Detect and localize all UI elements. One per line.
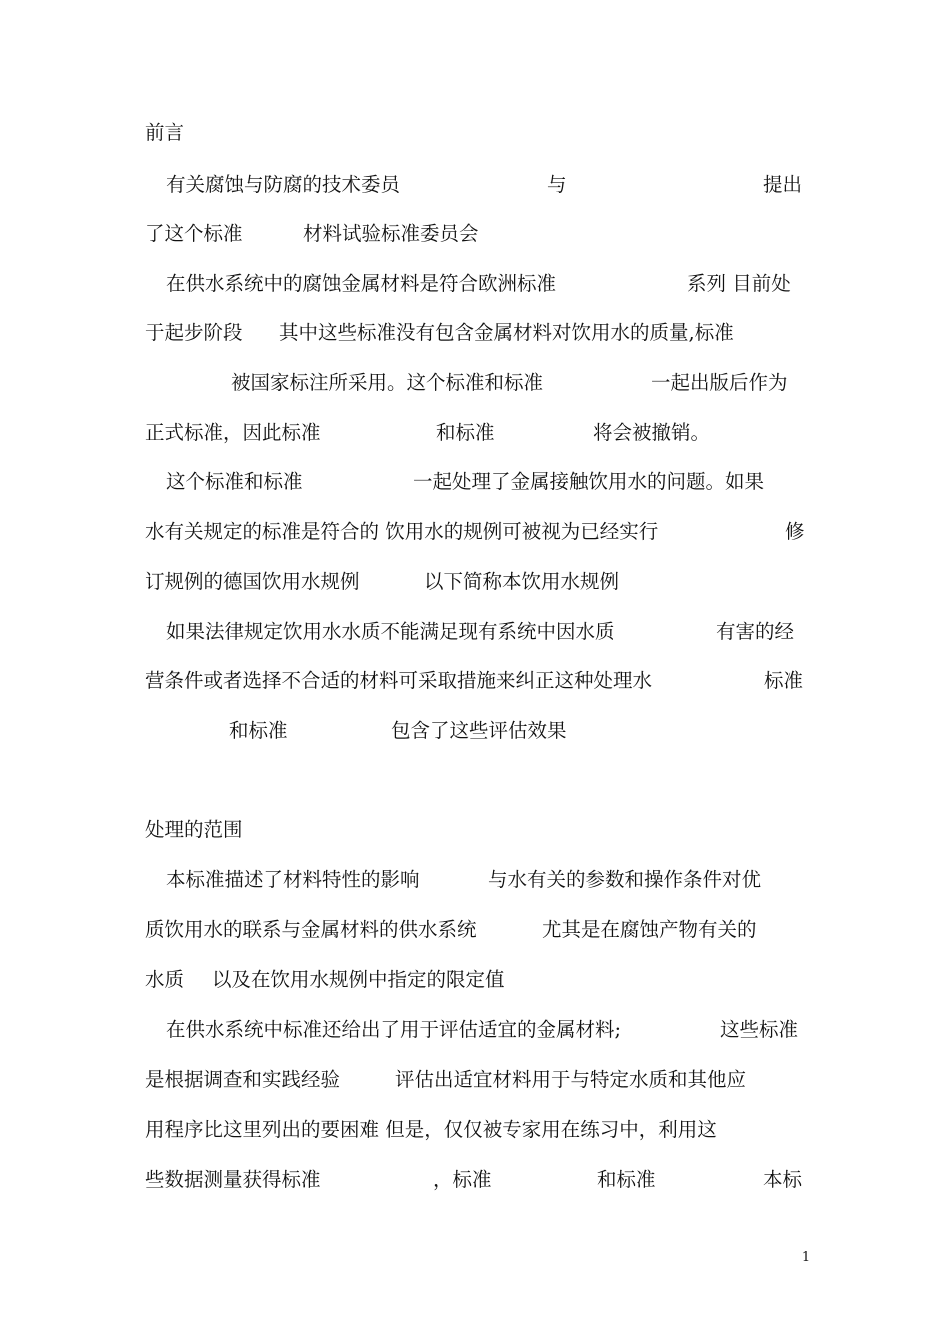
scope-p2-line4 (145, 1165, 810, 1195)
text-segment: 正式标准，因此标准 (145, 421, 321, 444)
text-segment: 水有关规定的标准是符合的 饮用水的规例可被视为已经实行 (145, 520, 659, 543)
text-segment: 本标准描述了材料特性的影响 (166, 868, 420, 891)
text-segment: 在供水系统中标准还给出了用于评估适宜的金属材料; (166, 1018, 622, 1041)
text-segment: 一起出版后作为 (651, 371, 788, 394)
preface-p4-line2 (145, 666, 810, 696)
text-segment: 这些标准 (720, 1018, 799, 1041)
text-segment: ，标准 (433, 1168, 492, 1191)
text-segment: 一起处理了金属接触饮用水的问题。如果 (413, 470, 765, 493)
text-segment: 有关腐蚀与防腐的技术委员 (166, 173, 401, 196)
scope-p1-line3 (145, 965, 810, 995)
text-segment: 包含了这些评估效果 (391, 719, 567, 742)
text-segment: 有害的经 (716, 620, 795, 643)
text-segment: 水质 (145, 968, 185, 991)
text-segment: 提出 (763, 173, 803, 196)
preface-p1-line1 (145, 170, 810, 200)
preface-heading (145, 118, 810, 148)
text-segment: 和标准 (229, 719, 288, 742)
preface-p3-line3 (145, 567, 810, 597)
text-segment: 这个标准和标准 (166, 470, 303, 493)
text-segment: 用程序比这里列出的要困难 但是，仅仅被专家用在练习中，利用这 (145, 1118, 717, 1141)
text-segment: 以及在饮用水规例中指定的限定值 (212, 968, 505, 991)
text-segment: 于起步阶段 (145, 321, 243, 344)
text-segment: 被国家标注所采用。这个标准和标准 (231, 371, 544, 394)
preface-p2-line2 (145, 318, 810, 348)
text-segment: 本标 (763, 1168, 803, 1191)
text-segment: 将会被撤销。 (593, 421, 711, 444)
scope-heading-text: 处理的范围 (145, 818, 243, 841)
page-number: 1 (801, 1250, 811, 1265)
preface-p4-line1 (145, 617, 810, 647)
scope-heading (145, 815, 810, 845)
text-segment: 材料试验标准委员会 (303, 222, 479, 245)
scope-p1-line1 (145, 865, 810, 895)
preface-p3-line1 (145, 467, 810, 497)
preface-p2-line3 (145, 368, 810, 398)
preface-p1-line2 (145, 219, 810, 249)
text-segment: 营条件或者选择不合适的材料可采取措施来纠正这种处理水 (145, 669, 653, 692)
text-segment: 与 (547, 173, 567, 196)
text-segment: 修 (785, 520, 805, 543)
text-segment: 与水有关的参数和操作条件对优 (488, 868, 762, 891)
preface-heading-text: 前言 (145, 121, 185, 144)
text-segment: 其中这些标准没有包含金属材料对饮用水的质量,标准 (279, 321, 734, 344)
text-segment: 质饮用水的联系与金属材料的供水系统 (145, 918, 477, 941)
preface-p2-line1 (145, 269, 810, 299)
text-segment: 系列 目前处 (687, 272, 791, 295)
text-segment: 些数据测量获得标准 (145, 1168, 321, 1191)
text-segment: 如果法律规定饮用水水质不能满足现有系统中因水质 (166, 620, 615, 643)
text-segment: 和标准 (436, 421, 495, 444)
preface-p2-line4 (145, 418, 810, 448)
text-segment: 尤其是在腐蚀产物有关的 (542, 918, 757, 941)
text-segment: 是根据调查和实践经验 (145, 1068, 341, 1091)
text-segment: 和标准 (597, 1168, 656, 1191)
scope-p2-line3 (145, 1115, 810, 1145)
text-segment: 了这个标准 (145, 222, 243, 245)
preface-p4-line3 (145, 716, 810, 746)
scope-p2-line2 (145, 1065, 810, 1095)
preface-p3-line2 (145, 517, 810, 547)
text-segment: 订规例的德国饮用水规例 (145, 570, 360, 593)
text-segment: 标准 (764, 669, 804, 692)
text-segment: 以下简称本饮用水规例 (424, 570, 620, 593)
scope-p2-line1 (145, 1015, 810, 1045)
text-segment: 评估出适宜材料用于与特定水质和其他应 (395, 1068, 747, 1091)
scope-p1-line2 (145, 915, 810, 945)
text-segment: 在供水系统中的腐蚀金属材料是符合欧洲标准 (166, 272, 557, 295)
